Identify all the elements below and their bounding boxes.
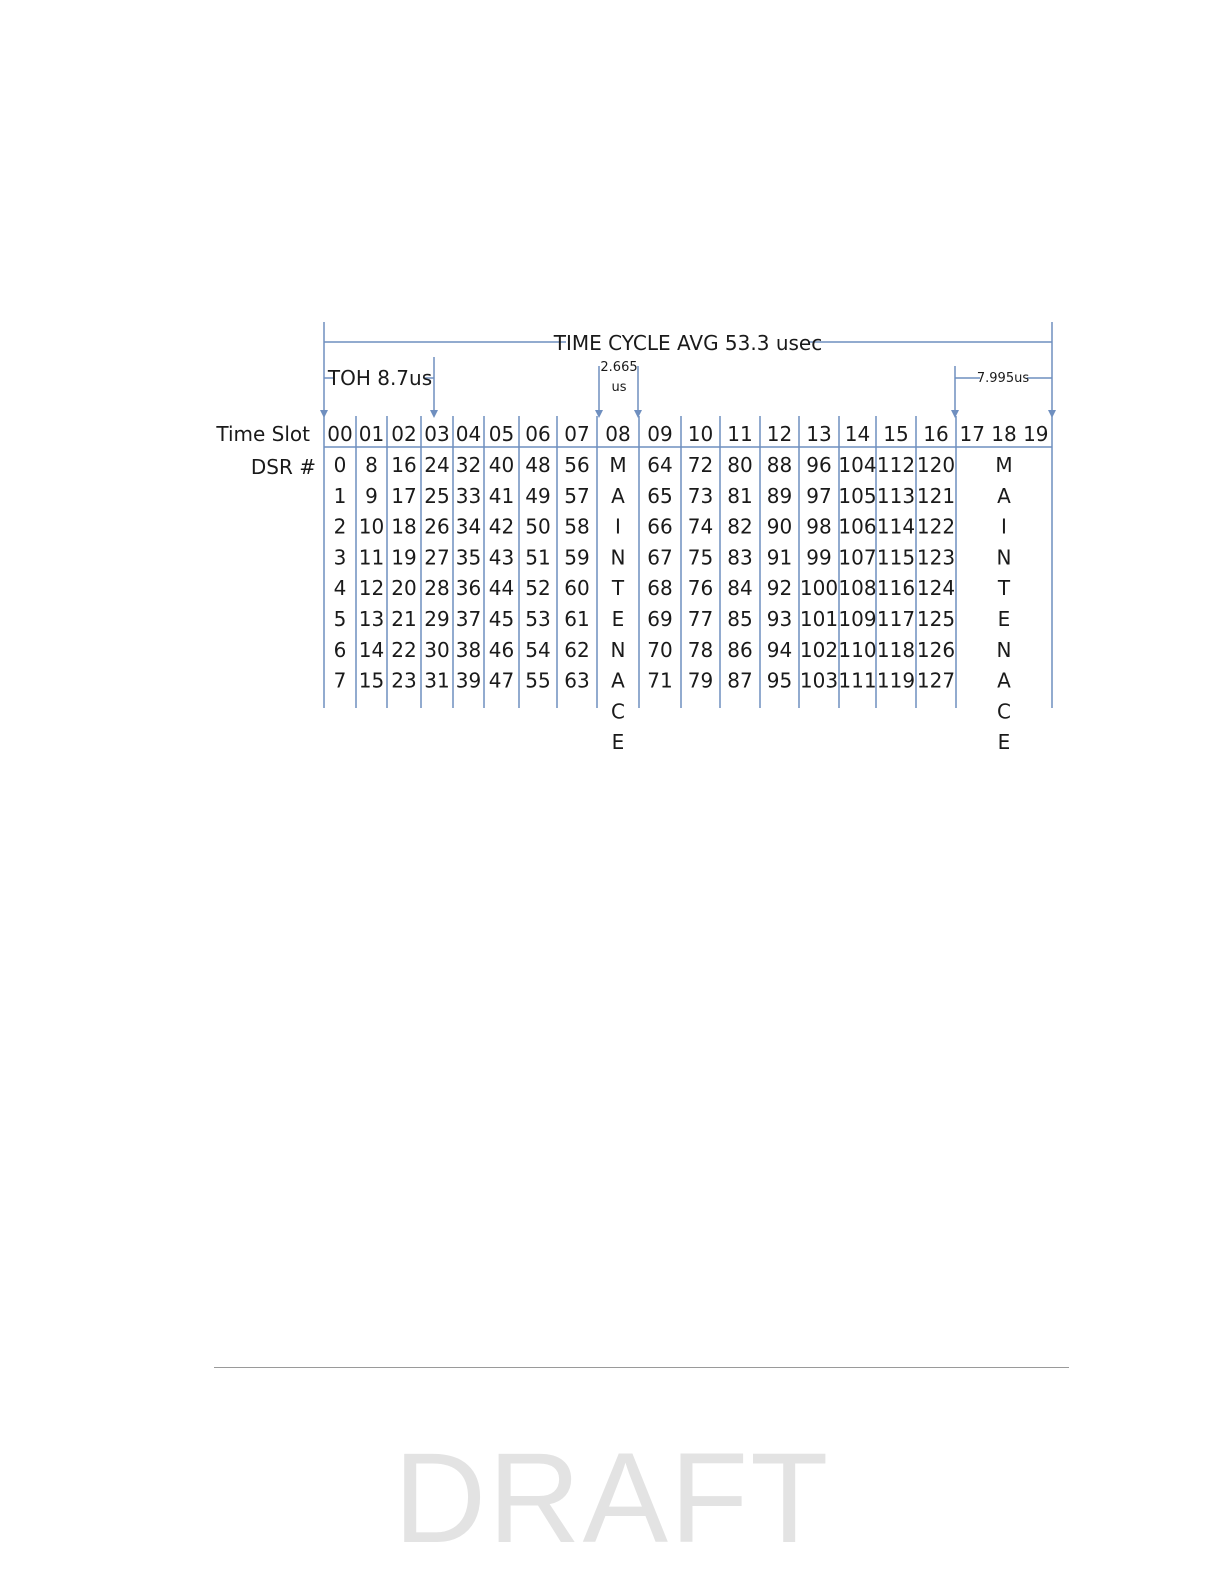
time-slot-headers [327, 422, 1048, 446]
dsr-cell: 89 [766, 483, 793, 508]
dsr-cell: 63 [564, 668, 590, 693]
dsr-cell: 102 [799, 637, 839, 662]
dsr-cell: 13 [358, 607, 385, 631]
maintenance-letter: E [997, 730, 1011, 755]
dsr-cell: 77 [687, 607, 714, 631]
maintenance-letter: E [611, 730, 625, 755]
dsr-cell: 113 [876, 483, 916, 508]
dsr-cell: 82 [727, 514, 753, 539]
dsr-cell: 69 [647, 607, 673, 631]
dsr-cell: 65 [647, 483, 673, 508]
dsr-cell: 74 [687, 514, 714, 539]
draft-watermark: DRAFT [393, 1427, 831, 1570]
time-slot-header: 09 [647, 422, 673, 446]
arrow-down-icon [634, 410, 642, 418]
dsr-cell: 2 [333, 514, 347, 539]
dsr-cell: 18 [391, 514, 417, 539]
dsr-cell: 125 [916, 607, 956, 631]
dsr-cell: 24 [424, 453, 450, 477]
dsr-cell: 104 [838, 453, 877, 477]
dsr-cell: 108 [838, 576, 877, 601]
dsr-cell: 16 [391, 453, 417, 477]
dsr-cell: 119 [876, 668, 916, 693]
dsr-cell: 26 [424, 514, 450, 539]
dsr-cell: 98 [806, 514, 832, 539]
maintenance-letter: M [609, 453, 627, 477]
dsr-cell: 32 [455, 453, 482, 477]
dsr-cell: 90 [766, 514, 793, 539]
dsr-cell: 6 [333, 637, 347, 662]
dsr-cell: 10 [358, 514, 385, 539]
dsr-cell: 114 [876, 514, 916, 539]
dsr-cell: 73 [687, 483, 714, 508]
dsr-cell: 4 [333, 576, 347, 601]
dsr-cell: 121 [916, 483, 956, 508]
maintenance-letter: I [1001, 514, 1007, 539]
dsr-cell: 99 [806, 545, 832, 570]
dsr-cell: 14 [358, 637, 385, 662]
maintenance-letter: N [996, 545, 1012, 570]
dsr-cell: 20 [391, 576, 417, 601]
toh-label: TOH 8.7us [327, 366, 433, 390]
dsr-cell: 127 [916, 668, 956, 693]
time-slot-header: 03 [424, 422, 450, 446]
dsr-cell: 122 [916, 514, 956, 539]
dsr-cell: 124 [916, 576, 956, 601]
dsr-cell: 120 [916, 453, 956, 477]
dsr-cell: 105 [838, 483, 877, 508]
dsr-cell: 22 [391, 637, 417, 662]
dsr-cells [334, 453, 1013, 754]
time-slot-header: 17 18 19 [959, 422, 1049, 446]
dsr-cell: 68 [647, 576, 673, 601]
dsr-cell: 106 [838, 514, 877, 539]
dsr-cell: 52 [525, 576, 551, 601]
dsr-cell: 21 [391, 607, 417, 631]
dsr-cell: 46 [488, 637, 515, 662]
dsr-cell: 86 [727, 637, 753, 662]
arrow-down-icon [595, 410, 603, 418]
dsr-cell: 66 [647, 514, 673, 539]
dsr-cell: 36 [455, 576, 482, 601]
time-cycle-label: TIME CYCLE AVG 53.3 usec [553, 331, 823, 355]
dsr-cell: 118 [876, 637, 916, 662]
dsr-cell: 56 [564, 453, 590, 477]
maintenance-letter: E [611, 607, 625, 631]
dsr-cell: 60 [564, 576, 590, 601]
maintenance-letter: N [610, 545, 626, 570]
time-slot-header: 11 [727, 422, 753, 446]
arrow-down-icon [430, 410, 438, 418]
maintenance-letter: A [997, 483, 1011, 508]
dsr-cell: 116 [876, 576, 916, 601]
dsr-cell: 33 [455, 483, 482, 508]
dsr-cell: 38 [455, 637, 482, 662]
maintenance-letter: E [997, 607, 1011, 631]
dsr-cell: 40 [488, 453, 515, 477]
dsr-cell: 15 [358, 668, 385, 693]
dsr-cell: 84 [727, 576, 753, 601]
dsr-cell: 70 [647, 637, 673, 662]
dsr-cell: 92 [766, 576, 793, 601]
dsr-cell: 37 [455, 607, 482, 631]
arrow-down-icon [320, 410, 328, 418]
dsr-cell: 30 [424, 637, 450, 662]
dsr-cell: 87 [727, 668, 753, 693]
time-slot-header: 06 [525, 422, 551, 446]
maint-short-label-line1: 2.665 [600, 360, 638, 375]
dsr-cell: 0 [333, 453, 347, 477]
dsr-cell: 17 [391, 483, 417, 508]
dsr-cell: 47 [488, 668, 515, 693]
dsr-cell: 53 [525, 607, 551, 631]
dsr-cell: 79 [687, 668, 714, 693]
time-slot-header: 02 [391, 422, 417, 446]
dsr-cell: 62 [564, 637, 590, 662]
dsr-cell: 61 [564, 607, 590, 631]
dsr-cell: 55 [525, 668, 551, 693]
dsr-cell: 67 [647, 545, 673, 570]
dsr-cell: 27 [424, 545, 450, 570]
dsr-cell: 42 [488, 514, 515, 539]
dsr-cell: 83 [727, 545, 753, 570]
dsr-cell: 3 [333, 545, 347, 570]
dsr-cell: 58 [564, 514, 590, 539]
dsr-cell: 34 [455, 514, 482, 539]
time-slot-header: 01 [358, 422, 385, 446]
dsr-cell: 50 [525, 514, 551, 539]
dsr-cell: 110 [838, 637, 877, 662]
maintenance-letter: C [611, 699, 625, 724]
dsr-cell: 5 [333, 607, 347, 631]
dsr-cell: 81 [727, 483, 753, 508]
dsr-cell: 31 [424, 668, 450, 693]
dsr-cell: 126 [916, 637, 956, 662]
maintenance-letter: N [610, 637, 626, 662]
dsr-cell: 23 [391, 668, 417, 693]
maintenance-letter: T [611, 576, 625, 601]
dsr-cell: 54 [525, 637, 551, 662]
dsr-cell: 49 [525, 483, 551, 508]
dsr-cell: 8 [365, 453, 378, 477]
dsr-cell: 7 [333, 668, 347, 693]
dsr-cell: 59 [564, 545, 590, 570]
time-slot-row-label: Time Slot [216, 422, 310, 446]
maint-short-label-line2: us [611, 380, 627, 395]
dsr-cell: 25 [424, 483, 450, 508]
time-slot-header: 00 [327, 422, 353, 446]
dsr-cell: 41 [488, 483, 515, 508]
dsr-cell: 95 [766, 668, 793, 693]
time-slot-header: 07 [564, 422, 590, 446]
dsr-cell: 64 [647, 453, 673, 477]
dsr-cell: 44 [488, 576, 515, 601]
time-slot-header: 13 [806, 422, 832, 446]
dsr-cell: 107 [838, 545, 877, 570]
dsr-cell: 11 [358, 545, 385, 570]
dsr-cell: 78 [687, 637, 714, 662]
dsr-cell: 103 [799, 668, 839, 693]
dsr-cell: 123 [916, 545, 956, 570]
dsr-cell: 19 [391, 545, 417, 570]
dsr-cell: 57 [564, 483, 590, 508]
dsr-cell: 97 [806, 483, 832, 508]
dsr-cell: 75 [687, 545, 714, 570]
time-slot-header: 04 [455, 422, 482, 446]
dsr-cell: 35 [455, 545, 482, 570]
dsr-cell: 94 [766, 637, 793, 662]
maintenance-letter: M [995, 453, 1013, 477]
maintenance-letter: T [997, 576, 1011, 601]
dsr-cell: 51 [525, 545, 551, 570]
time-slot-header: 15 [883, 422, 909, 446]
dsr-cell: 39 [455, 668, 482, 693]
arrow-down-icon [1048, 410, 1056, 418]
dsr-cell: 93 [766, 607, 793, 631]
time-slot-header: 05 [488, 422, 515, 446]
dsr-cell: 9 [365, 483, 378, 508]
maint-end-label: 7.995us [976, 371, 1030, 386]
time-slot-header: 16 [923, 422, 949, 446]
dsr-cell: 96 [806, 453, 832, 477]
dsr-cell: 91 [766, 545, 793, 570]
time-slot-header: 12 [766, 422, 793, 446]
dsr-cell: 43 [488, 545, 515, 570]
maintenance-letter: A [611, 668, 625, 693]
dsr-cell: 85 [727, 607, 753, 631]
dsr-cell: 88 [766, 453, 793, 477]
maintenance-letter: A [997, 668, 1011, 693]
dsr-cell: 28 [424, 576, 450, 601]
dsr-cell: 112 [876, 453, 916, 477]
dsr-cell: 80 [727, 453, 753, 477]
dsr-cell: 76 [687, 576, 714, 601]
dsr-cell: 117 [876, 607, 916, 631]
dsr-cell: 1 [333, 483, 347, 508]
time-slot-header: 08 [605, 422, 631, 446]
dsr-cell: 100 [799, 576, 839, 601]
dsr-cell: 29 [424, 607, 450, 631]
dsr-cell: 111 [838, 668, 877, 693]
dsr-cell: 71 [647, 668, 673, 693]
dsr-cell: 115 [876, 545, 916, 570]
footer-rule [214, 1367, 1069, 1368]
time-slot-header: 14 [844, 422, 871, 446]
dsr-cell: 45 [488, 607, 515, 631]
dsr-row-label: DSR # [250, 455, 316, 479]
dsr-cell: 109 [838, 607, 877, 631]
dsr-cell: 72 [687, 453, 714, 477]
maintenance-letter: C [997, 699, 1011, 724]
arrow-down-icon [951, 410, 959, 418]
maintenance-letter: N [996, 637, 1012, 662]
maintenance-letter: I [615, 514, 621, 539]
maintenance-letter: A [611, 483, 625, 508]
time-slot-header: 10 [687, 422, 714, 446]
dsr-cell: 12 [358, 576, 385, 601]
dsr-cell: 101 [799, 607, 839, 631]
dsr-cell: 48 [525, 453, 551, 477]
